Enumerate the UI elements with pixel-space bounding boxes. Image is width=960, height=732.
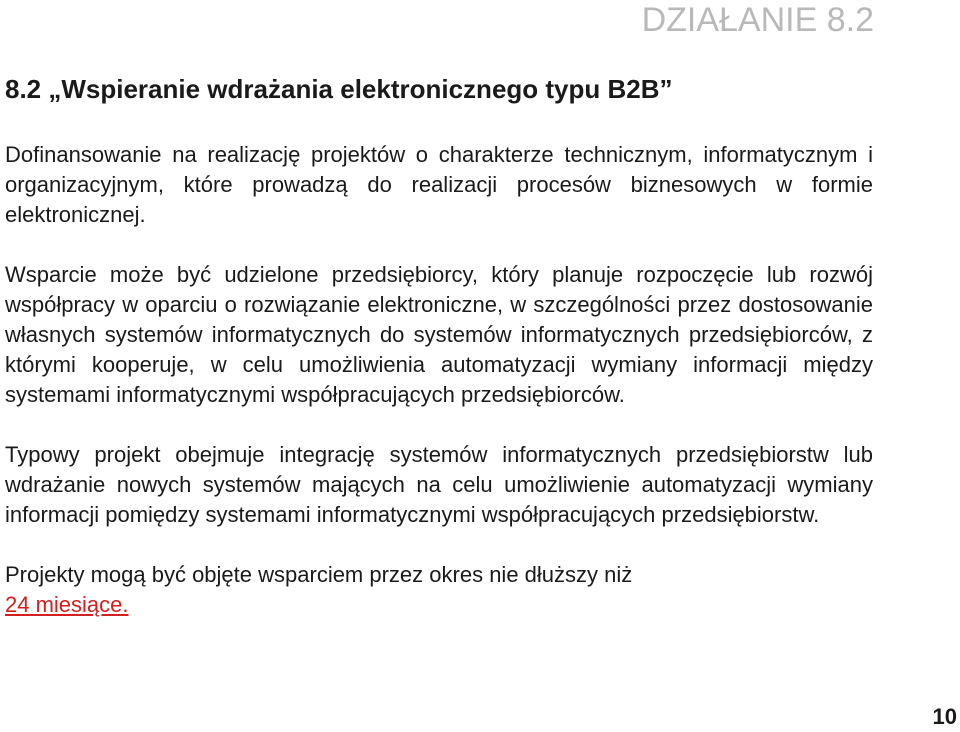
slide-content: [5, 140, 873, 620]
duration-text: Projekty mogą być objęte wsparciem przez okres nie dłuższy niż: [5, 562, 633, 587]
page-title: 8.2 „Wspieranie wdrażania elektronicznego typu B2B”: [5, 74, 673, 104]
paragraph-typical-project: Typowy projekt obejmuje integrację systemów informatycznych przedsiębiorstw lub wdrażanie nowych systemów mających na celu umożliwienie automatyzacji wymiany informacji pomiędzy systemami informatycznymi współpracujących przedsiębiorstw.: [5, 442, 873, 527]
page-number: 10: [932, 704, 957, 729]
paragraph-duration: [5, 560, 873, 620]
section-label: DZIAŁANIE 8.2: [641, 1, 874, 39]
duration-highlight: 24 miesiące.: [5, 592, 129, 617]
paragraph-support: Wsparcie może być udzielone przedsiębiorcy, który planuje rozpoczęcie lub rozwój współpracy w oparciu o rozwiązanie elektroniczne, w szczególności przez dostosowanie własnych systemów informatycznych do systemów informatycznych przedsiębiorców, z którymi kooperuje, w celu umożliwienia automatyzacji wymiany informacji między systemami informatycznymi współpracujących przedsiębiorców.: [5, 262, 873, 407]
paragraph-financing: Dofinansowanie na realizację projektów o charakterze technicznym, informatycznym i organizacyjnym, które prowadzą do realizacji procesów biznesowych w formie elektronicznej.: [5, 142, 873, 227]
